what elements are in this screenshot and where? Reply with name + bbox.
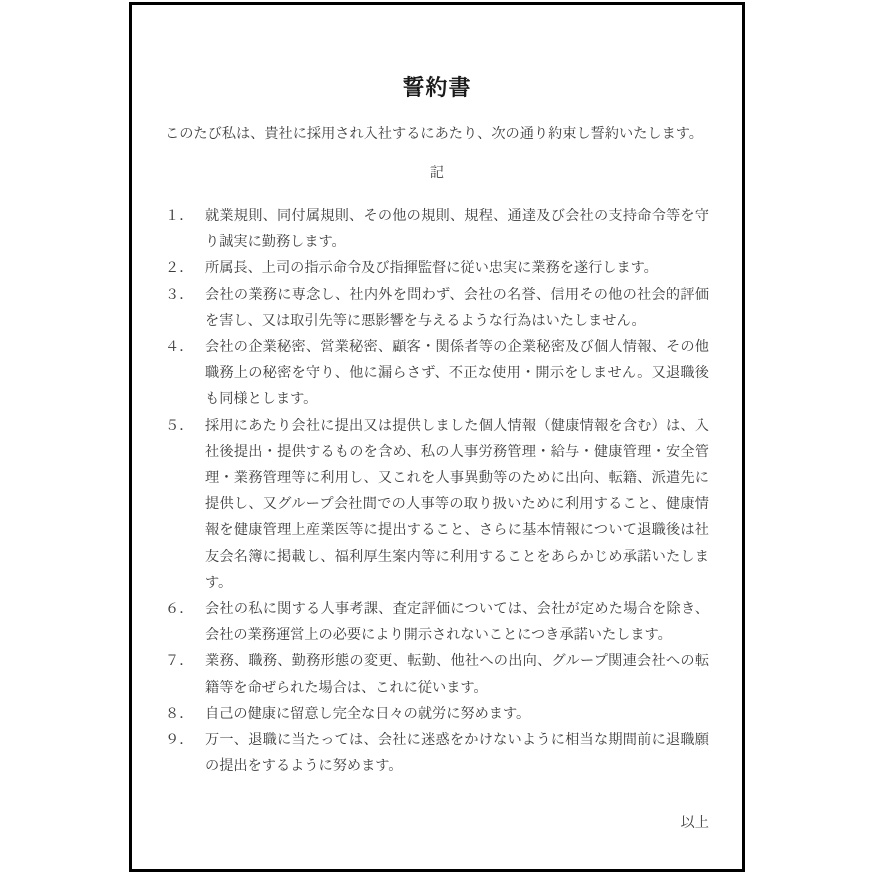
list-marker-ki: 記 <box>429 165 445 181</box>
clause-number: ５． <box>165 417 194 434</box>
clause-text: 就業規則、同付属規則、その他の規則、規程、通達及び会社の支持命令等を守り誠実に勤務します。 <box>205 208 709 251</box>
clause-number: １． <box>165 208 194 224</box>
clause-number: ３． <box>165 286 194 303</box>
clause-text: 自己の健康に留意し完全な日々の就労に努めます。 <box>205 705 531 722</box>
clause-number: ９． <box>165 732 194 749</box>
page-title: 誓約書 <box>402 75 472 100</box>
clause-item <box>165 701 709 727</box>
clause-number: ７． <box>165 653 194 670</box>
clause-item <box>165 334 709 413</box>
clause-number: ２． <box>165 260 194 277</box>
clause-number: ６． <box>165 601 194 618</box>
clause-item <box>165 255 709 281</box>
clause-text: 業務、職務、勤務形態の変更、転勤、他社への出向、グループ関連会社への転籍等を命ぜられた場合は、これに従います。 <box>205 653 709 696</box>
clause-text: 採用にあたり会社に提出又は提供しました個人情報（健康情報を含む）は、入社後提出・提供するものを含め、私の人事労務管理・給与・健康管理・安全管理・業務管理等に利用し、又これを人事異動等のために出向、転籍、派遣先に提供し、又グループ会社間での人事等の取り扱いために利用すること、健康情報を健康管理上産業医等に提出すること、さらに基本情報について退職後は社友会名簿に掲載し、福利厚生案内等に利用することをあらかじめ承諾いたします。 <box>205 417 709 591</box>
clause-item <box>165 648 709 700</box>
clause-number: ４． <box>165 339 194 356</box>
clause-text: 会社の企業秘密、営業秘密、顧客・関係者等の企業秘密及び個人情報、その他職務上の秘密を守り、他に漏らさず、不正な使用・開示をしません。又退職後も同様とします。 <box>205 339 709 408</box>
intro-paragraph: このたび私は、貴社に採用され入社するにあたり、次の通り約束し誓約いたします。 <box>165 126 703 142</box>
clause-number: ８． <box>165 705 194 722</box>
document-page-border <box>129 2 745 872</box>
closing-ijou: 以上 <box>680 815 709 832</box>
clause-item <box>165 203 709 255</box>
document-sheet <box>132 5 742 869</box>
clause-list <box>165 186 709 779</box>
clause-item <box>165 282 709 334</box>
clause-item <box>165 727 709 779</box>
clause-item <box>165 413 709 596</box>
clause-text: 万一、退職に当たっては、会社に迷惑をかけないように相当な期間前に退職願の提出をするように努めます。 <box>205 732 709 775</box>
clause-text: 会社の業務に専念し、社内外を問わず、会社の名誉、信用その他の社会的評価を害し、又は取引先等に悪影響を与えるような行為はいたしません。 <box>205 286 709 329</box>
clause-item <box>165 596 709 648</box>
clause-text: 会社の私に関する人事考課、査定評価については、会社が定めた場合を除き、会社の業務運営上の必要により開示されないことにつき承諾いたします。 <box>205 601 709 644</box>
clause-text: 所属長、上司の指示命令及び指揮監督に従い忠実に業務を遂行します。 <box>205 260 658 277</box>
